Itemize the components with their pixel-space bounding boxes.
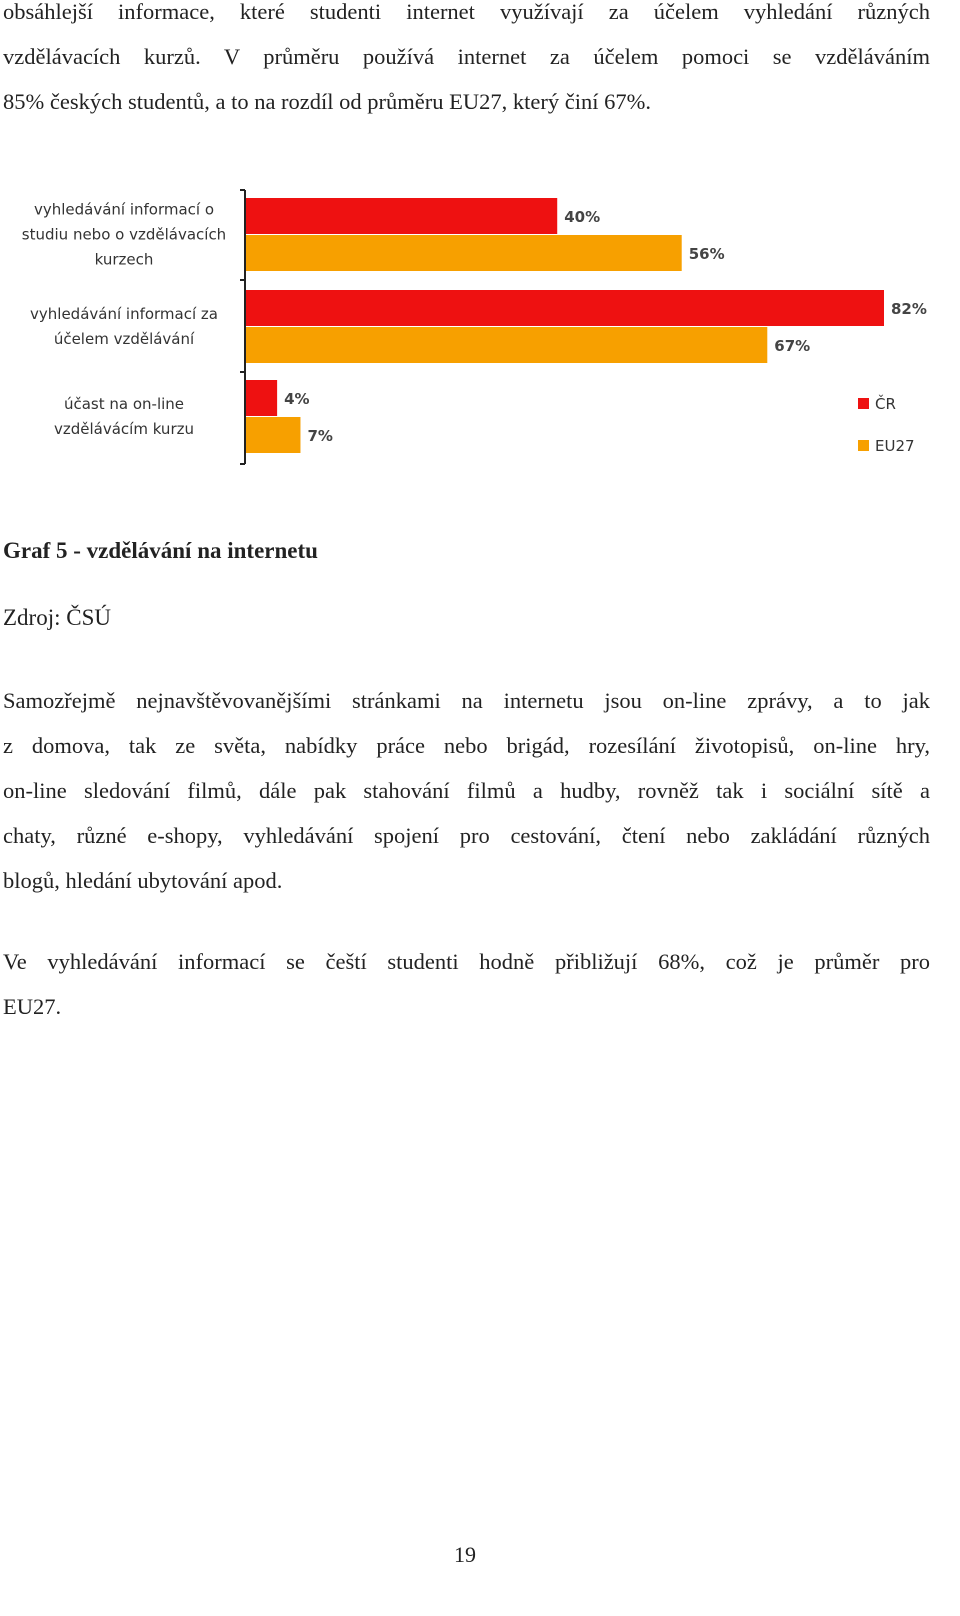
value-label: 56% (688, 245, 725, 263)
legend-swatch (858, 398, 869, 409)
value-label: 67% (774, 337, 811, 355)
category-label: účelem vzdělávání (53, 330, 195, 348)
body-paragraph (3, 939, 930, 1029)
body-paragraph (3, 678, 930, 903)
value-label: 82% (891, 300, 927, 318)
text-line: vzdělávacích kurzů. V průměru používá internet za účelem pomoci se vzděláváním (3, 44, 930, 69)
page-number: 19 (454, 1542, 476, 1567)
text-line: EU27. (3, 994, 62, 1019)
category-label: vyhledávání informací o (33, 200, 215, 219)
figure-title: Graf 5 - vzdělávání na internetu (3, 538, 318, 563)
bar-čr (246, 198, 557, 234)
text-line: Ve vyhledávání informací se čeští studenti hodně přibližují 68%, což je průměr pro (3, 949, 930, 974)
legend-label: ČR (875, 395, 896, 413)
category-label: vyhledávání informací za (30, 305, 218, 323)
legend-label: EU27 (875, 437, 915, 455)
intro-paragraph (3, 0, 930, 124)
bar-čr (246, 380, 277, 416)
category-label: kurzech (94, 250, 154, 269)
value-label: 40% (564, 208, 601, 226)
text-line: obsáhlejší informace, které studenti internet využívají za účelem vyhledání různých (3, 0, 930, 24)
text-line: chaty, různé e-shopy, vyhledávání spojení pro cestování, čtení nebo zakládání různých (3, 823, 930, 848)
text-line: Samozřejmě nejnavštěvovanějšími stránkami na internetu jsou on-line zprávy, a to jak (3, 688, 930, 713)
value-label: 4% (284, 390, 310, 408)
figure-source: Zdroj: ČSÚ (3, 605, 111, 630)
legend-swatch (858, 440, 869, 451)
bar-čr (246, 290, 884, 326)
text-line: 85% českých studentů, a to na rozdíl od průměru EU27, který činí 67%. (3, 89, 651, 114)
text-line: on-line sledování filmů, dále pak stahování filmů a hudby, rovněž tak i sociální sítě a (3, 778, 930, 803)
bar-eu27 (246, 417, 300, 453)
bar-eu27 (246, 235, 682, 271)
bar-chart (0, 180, 960, 480)
bar-eu27 (246, 327, 767, 363)
category-label: účast na on-line (63, 395, 185, 413)
category-label: vzdělávácím kurzu (53, 420, 195, 438)
value-label: 7% (307, 427, 333, 445)
category-label: studiu nebo o vzdělávacích (21, 225, 227, 244)
text-line: z domova, tak ze světa, nabídky práce nebo brigád, rozesílání životopisů, on-line hry, (3, 733, 930, 758)
text-line: blogů, hledání ubytování apod. (3, 868, 283, 893)
